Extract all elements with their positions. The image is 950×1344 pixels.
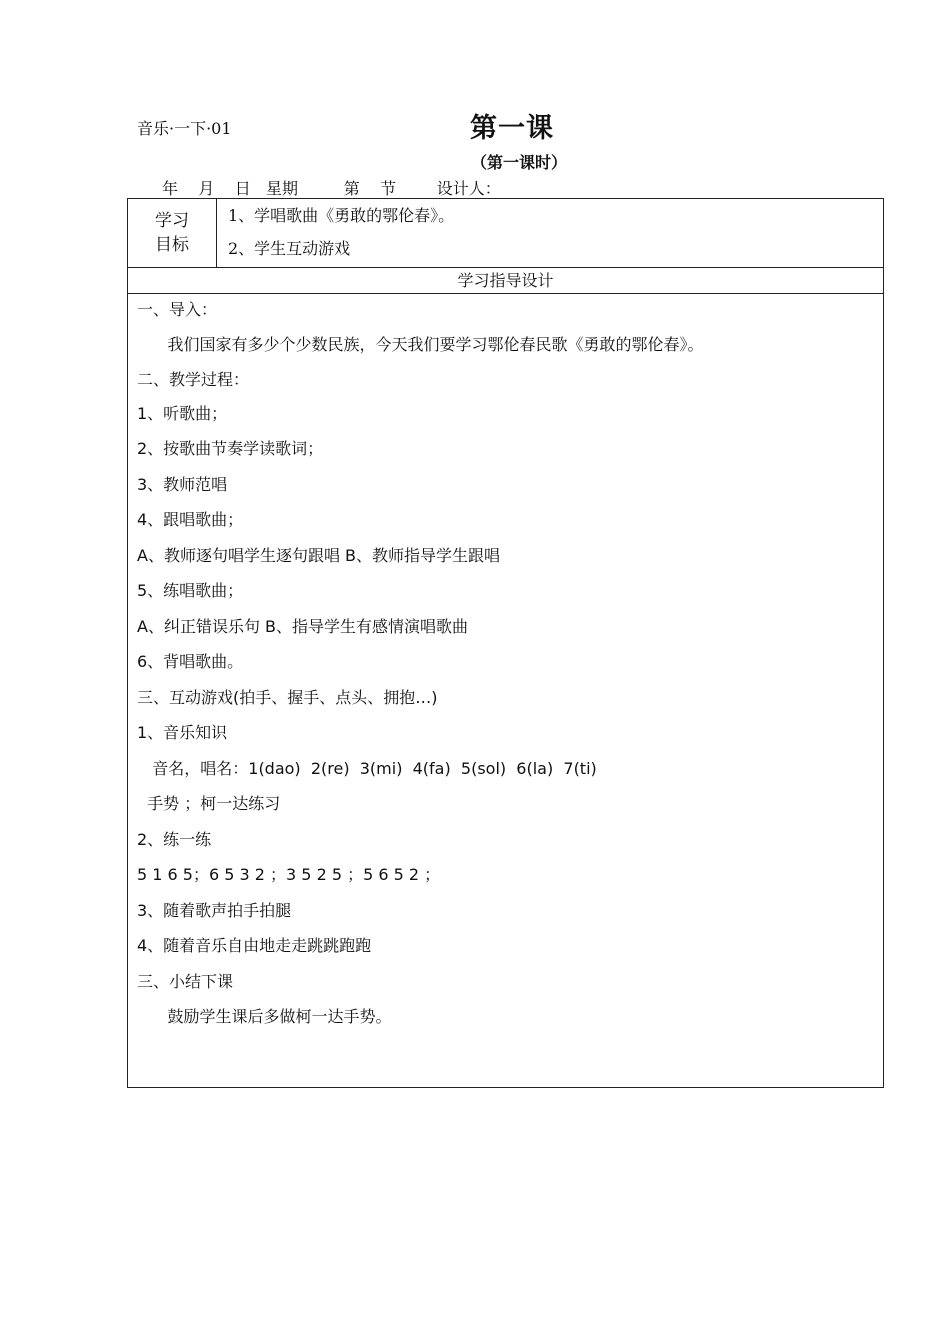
goals-label xyxy=(128,199,217,267)
goal-item: 1、学唱歌曲《勇敢的鄂伦春》。 xyxy=(228,206,455,225)
body-line: 2、按歌曲节奏学读歌词； xyxy=(137,439,324,458)
lesson-table xyxy=(127,198,884,1088)
body-line: 手势 ；柯一达练习 xyxy=(137,794,281,813)
body-line: 三、互动游戏(拍手、握手、点头、拥抱…) xyxy=(137,688,438,707)
body-line: 2、练一练 xyxy=(137,830,212,849)
body-line: 4、随着音乐自由地走走跳跳跑跑 xyxy=(137,936,372,955)
body-line: 5、练唱歌曲； xyxy=(137,581,244,600)
goals-label-line2: 目标 xyxy=(155,235,189,255)
body-line: 二、教学过程： xyxy=(137,370,250,389)
body-line: 三、小结下课 xyxy=(137,972,234,991)
body-line: 鼓励学生课后多做柯一达手势。 xyxy=(137,1007,392,1026)
date-line: 年 月 日 星期 第 节 设计人： xyxy=(162,179,501,198)
lesson-subtitle: （第一课时） xyxy=(471,153,568,172)
body-line: 我们国家有多少个少数民族，今天我们要学习鄂伦春民歌《勇敢的鄂伦春》。 xyxy=(137,335,704,354)
body-line: 6、背唱歌曲。 xyxy=(137,652,244,671)
goals-label-line1: 学习 xyxy=(155,211,189,231)
body-line: 1、听歌曲； xyxy=(137,404,228,423)
body-line: 音名，唱名：1(dao) 2(re) 3(mi) 4(fa) 5(sol) 6(la) 7(ti) xyxy=(137,759,597,778)
body-line: A、教师逐句唱学生逐句跟唱 B、教师指导学生跟唱 xyxy=(137,546,501,565)
course-code: 音乐·一下·01 xyxy=(137,119,232,138)
lesson-title: 第一课 xyxy=(470,113,554,144)
goals-row xyxy=(128,199,883,268)
body-line: 一、导入： xyxy=(137,300,218,319)
body-line: 3、随着歌声拍手拍腿 xyxy=(137,901,292,920)
body-line: 5 1 6 5；6 5 3 2 ；3 5 2 5 ；5 6 5 2 ； xyxy=(137,865,441,884)
body-line: 1、音乐知识 xyxy=(137,723,228,742)
body-line: A、纠正错误乐句 B、指导学生有感情演唱歌曲 xyxy=(137,617,469,636)
goal-item: 2、学生互动游戏 xyxy=(228,239,351,258)
body-line: 4、跟唱歌曲； xyxy=(137,510,244,529)
design-header: 学习指导设计 xyxy=(128,268,883,294)
body-line: 3、教师范唱 xyxy=(137,475,228,494)
